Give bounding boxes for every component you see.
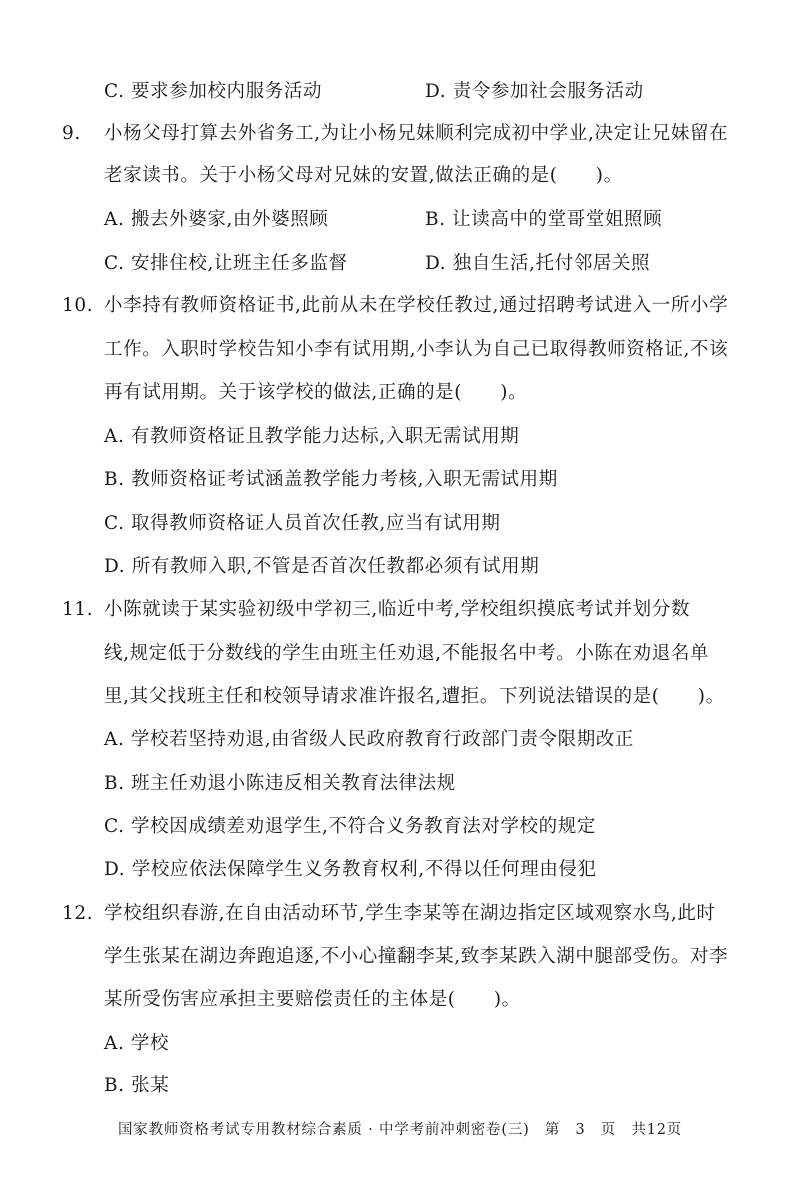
- q10-stem-line3: 再有试用期。关于该学校的做法,正确的是( )。: [104, 382, 528, 403]
- q9-stem-line1: 小杨父母打算去外省务工,为让小杨兄妹顺利完成初中学业,决定让兄妹留在: [104, 123, 729, 144]
- q12-stem-line2: 学生张某在湖边奔跑追逐,不小心撞翻李某,致李某跌入湖中腿部受伤。对李: [104, 946, 729, 967]
- q9-number: 9.: [62, 123, 81, 144]
- q10-stem-line1: 小李持有教师资格证书,此前从未在学校任教过,通过招聘考试进入一所小学: [104, 295, 729, 316]
- q10-number: 10.: [62, 295, 94, 316]
- q9-stem-line2: 老家读书。关于小杨父母对兄妹的安置,做法正确的是( )。: [104, 165, 623, 186]
- q9-option-a: A. 搬去外婆家,由外婆照顾: [104, 209, 329, 230]
- q11-option-c: C. 学校因成绩差劝退学生,不符合义务教育法对学校的规定: [104, 816, 596, 837]
- q10-option-d: D. 所有教师入职,不管是否首次任教都必须有试用期: [104, 556, 540, 577]
- q12-number: 12.: [62, 903, 94, 924]
- q9-option-b: B. 让读高中的堂哥堂姐照顾: [425, 209, 663, 230]
- q12-stem-line3: 某所受伤害应承担主要赔偿责任的主体是( )。: [104, 989, 521, 1010]
- page-footer: 国家教师资格考试专用教材综合素质 · 中学考前冲刺密卷(三) 第 3 页 共12页: [117, 1122, 683, 1138]
- q11-stem-line1: 小陈就读于某实验初级中学初三,临近中考,学校组织摸底考试并划分数: [104, 599, 690, 620]
- q12-option-b: B. 张某: [104, 1075, 170, 1096]
- q8-option-c: C. 要求参加校内服务活动: [104, 81, 323, 102]
- q11-option-b: B. 班主任劝退小陈违反相关教育法律法规: [104, 773, 456, 794]
- q10-option-a: A. 有教师资格证且教学能力达标,入职无需试用期: [104, 426, 520, 447]
- q11-number: 11.: [62, 599, 94, 620]
- q12-stem-line1: 学校组织春游,在自由活动环节,学生李某等在湖边指定区域观察水鸟,此时: [104, 903, 716, 924]
- q10-stem-line2: 工作。入职时学校告知小李有试用期,小李认为自己已取得教师资格证,不该: [104, 339, 729, 360]
- q11-option-d: D. 学校应依法保障学生义务教育权利,不得以任何理由侵犯: [104, 859, 597, 880]
- q10-option-b: B. 教师资格证考试涵盖教学能力考核,入职无需试用期: [104, 469, 558, 490]
- q12-option-a: A. 学校: [104, 1033, 170, 1054]
- q11-stem-line2: 线,规定低于分数线的学生由班主任劝退,不能报名中考。小陈在劝退名单: [104, 643, 710, 664]
- q11-option-a: A. 学校若坚持劝退,由省级人民政府教育行政部门责令限期改正: [104, 729, 635, 750]
- q9-option-d: D. 独自生活,托付邻居关照: [425, 253, 651, 274]
- q11-stem-line3: 里,其父找班主任和校领导请求准许报名,遭拒。下列说法错误的是( )。: [104, 686, 725, 707]
- q10-option-c: C. 取得教师资格证人员首次任教,应当有试用期: [104, 513, 501, 534]
- q9-option-c: C. 安排住校,让班主任多监督: [104, 253, 348, 274]
- q8-option-d: D. 责令参加社会服务活动: [425, 81, 644, 102]
